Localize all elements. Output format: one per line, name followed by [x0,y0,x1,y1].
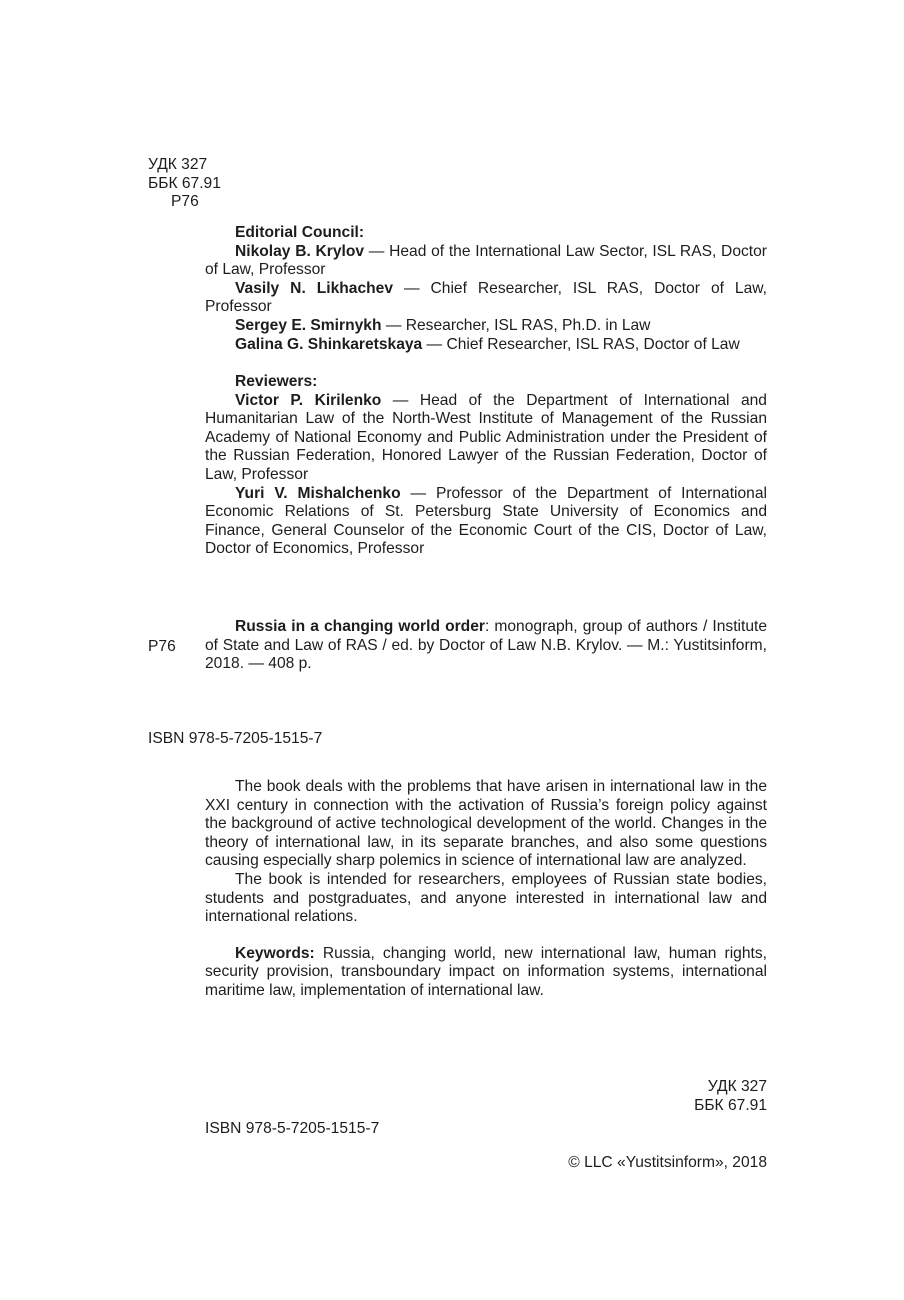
isbn: ISBN 978-5-7205-1515-7 [148,730,323,747]
citation [205,618,767,674]
editorial-council-heading: Editorial Council: [235,224,365,241]
footer-isbn: ISBN 978-5-7205-1515-7 [205,1120,380,1137]
keywords-label: Keywords: [235,944,315,962]
abstract [205,778,767,1001]
footer-udk: УДК 327 [707,1078,767,1095]
footer-classification [205,1078,767,1115]
council-member: Vasily N. Likhachev — Chief Researcher, ISL RAS, Doctor of Law, Professor [205,279,767,316]
udk-code: УДК 327 [148,156,208,173]
citation-text: Russia in a changing world order: monograph, group of authors / Institute of State and Law of RAS / ed. by Doctor of Law N.B. Krylov. — M.: Yustitsinform, 2018. — 408 p. [205,618,767,673]
reviewers [205,373,767,559]
council-member: Sergey E. Smirnykh — Researcher, ISL RAS, Ph.D. in Law [235,316,651,334]
council-member: Nikolay B. Krylov — Head of the International Law Sector, ISL RAS, Doctor of Law, Professor [205,242,767,279]
reviewer: Victor P. Kirilenko — Head of the Department of International and Humanitarian Law of the North-West Institute of Management of the Russian Academy of National Economy and Public Administration under the President of the Russian Federation, Honored Lawyer of the Russian Federation, Doctor of Law, Professor [205,391,767,483]
copyright: © LLC «Yustitsinform», 2018 [568,1154,767,1171]
footer-bbk: ББК 67.91 [694,1096,767,1114]
abstract-paragraph: The book is intended for researchers, employees of Russian state bodies, students and postgraduates, and anyone interested in international law and international relations. [205,870,767,926]
reviewers-heading: Reviewers: [235,373,318,390]
bbk-code: ББК 67.91 [148,174,221,192]
author-mark: Р76 [171,193,199,211]
book-title: Russia in a changing world order [235,618,485,635]
council-member: Galina G. Shinkaretskaya — Chief Researcher, ISL RAS, Doctor of Law [235,335,740,353]
editorial-council [205,224,767,354]
abstract-paragraph: The book deals with the problems that have arisen in international law in the XXI century in connection with the activation of Russia’s foreign policy against the background of active technological development of the world. Changes in the theory of international law, in its separate branches, and also some questions causing especially sharp polemics in science of international law are analyzed. [205,778,767,870]
citation-code: Р76 [148,638,176,655]
classification-block [148,156,221,212]
reviewer: Yuri V. Mishalchenko — Professor of the Department of International Economic Relations of St. Petersburg State University of Economics and Finance, General Counselor of the Economic Court of the CIS, Doctor of Law, Doctor of Economics, Professor [205,484,767,558]
keywords: Keywords: Russia, changing world, new international law, human rights, security provision, transboundary impact on information systems, international maritime law, implementation of international law. [205,944,767,999]
